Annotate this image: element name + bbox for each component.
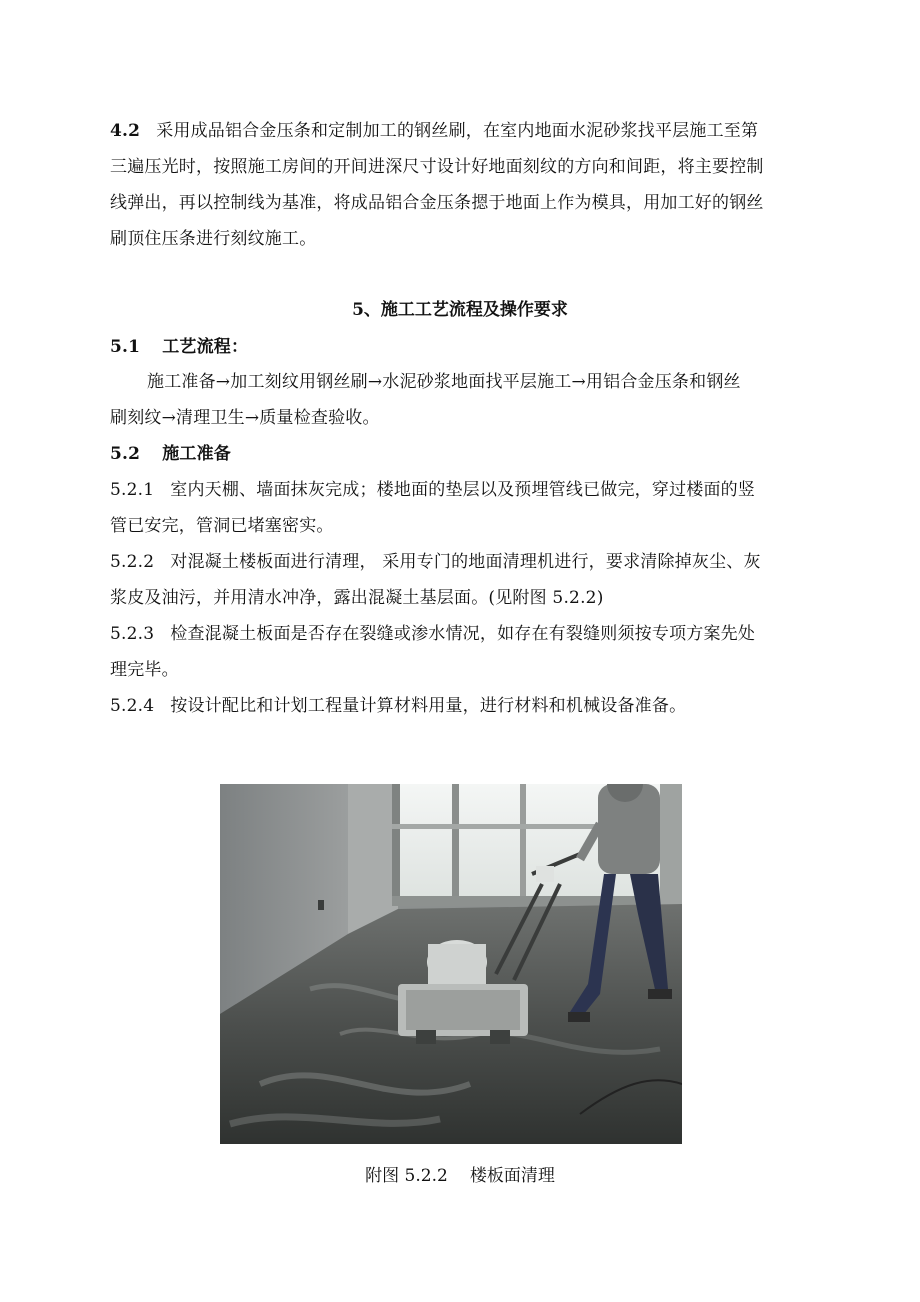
section-number: 4.2 xyxy=(110,121,141,141)
paragraph-4-2-line-1: 4.2 采用成品铝合金压条和定制加工的钢丝刷，在室内地面水泥砂浆找平层施工至第 xyxy=(110,121,759,141)
section-5-heading: 5、施工工艺流程及操作要求 xyxy=(352,300,568,320)
floor-cleaning-photo xyxy=(220,784,682,1144)
item-5-2-3-line-1: 5.2.3 检查混凝土板面是否存在裂缝或渗水情况，如存在有裂缝则须按专项方案先处 xyxy=(110,624,756,644)
paragraph-4-2-line-3: 线弹出，再以控制线为基准，将成品铝合金压条摁于地面上作为模具，用加工好的钢丝 xyxy=(110,193,764,213)
item-5-2-4-line-1: 5.2.4 按设计配比和计划工程量计算材料用量，进行材料和机械设备准备。 xyxy=(110,696,687,716)
figure-caption: 附图 5.2.2 楼板面清理 xyxy=(365,1166,555,1186)
item-5-2-1-line-1: 5.2.1 室内天棚、墙面抹灰完成；楼地面的垫层以及预埋管线已做完，穿过楼面的竖 xyxy=(110,480,756,500)
process-flow-line-2: 刷刻纹→清理卫生→质量检查验收。 xyxy=(110,408,380,428)
item-5-2-2-line-2: 浆皮及油污，并用清水冲净，露出混凝土基层面。(见附图 5.2.2) xyxy=(110,588,604,608)
section-5-2-heading: 5.2 施工准备 xyxy=(110,444,231,464)
paragraph-4-2-line-2: 三遍压光时，按照施工房间的开间进深尺寸设计好地面刻纹的方向和间距，将主要控制 xyxy=(110,157,764,177)
item-5-2-3-line-2: 理完毕。 xyxy=(110,660,179,680)
section-5-1-heading: 5.1 工艺流程： xyxy=(110,337,249,357)
item-5-2-2-line-1: 5.2.2 对混凝土楼板面进行清理， 采用专门的地面清理机进行，要求清除掉灰尘、灰 xyxy=(110,552,761,572)
process-flow-line-1: 施工准备→加工刻纹用钢丝刷→水泥砂浆地面找平层施工→用铝合金压条和钢丝 xyxy=(147,372,741,392)
floor-cleaning-illustration xyxy=(220,784,682,1144)
paragraph-4-2-line-4: 刷顶住压条进行刻纹施工。 xyxy=(110,229,317,249)
item-5-2-1-line-2: 管已安完，管洞已堵塞密实。 xyxy=(110,516,334,536)
